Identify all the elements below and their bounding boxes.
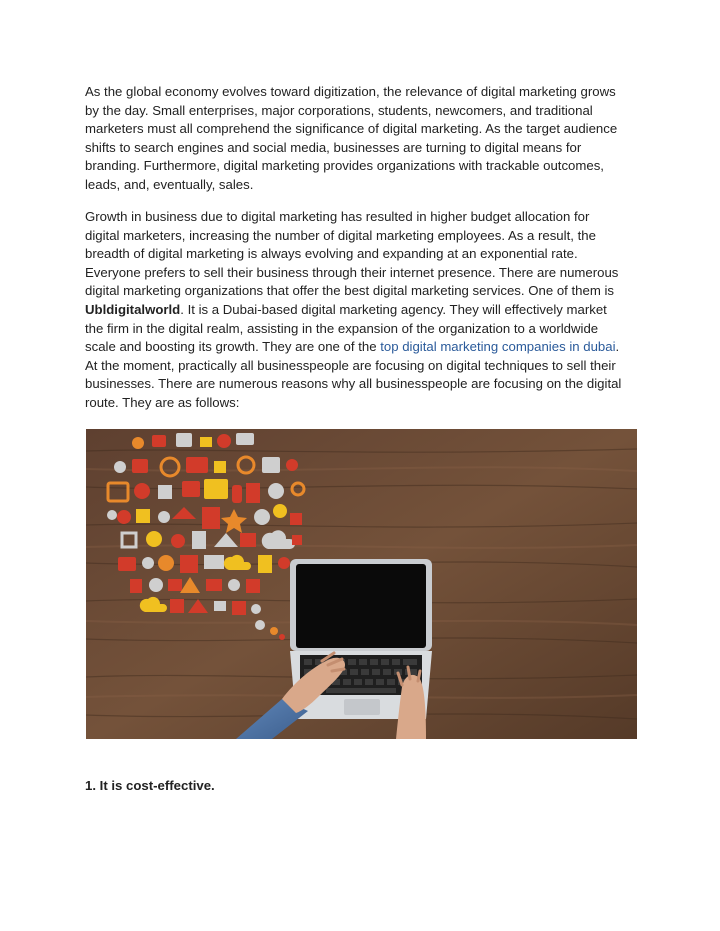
text-line: At the moment, practically all businesspeople are focusing on digital techniques to sell their	[85, 357, 616, 373]
section-heading: 1. It is cost-effective.	[85, 778, 215, 793]
text-line: Everyone prefers to sell their business through their internet presence. There are numerous	[85, 264, 619, 280]
text-line: businesses. There are numerous reasons why all businesspeople are focusing on the digital	[85, 376, 622, 392]
text-line: by the day. Small enterprises, major corporations, students, newcomers, and traditional	[85, 102, 593, 118]
agency-paragraph	[85, 208, 640, 413]
laptop-screen	[296, 564, 426, 648]
text-line: digital marketing organizations that offer the best digital marketing services. One of them is	[85, 283, 614, 299]
text-line	[85, 301, 640, 320]
agency-name: Ubldigitalworld	[85, 301, 181, 317]
photo-illustration	[86, 429, 637, 739]
text-line: marketers must all comprehend the significance of digital marketing. As the target audience	[85, 121, 618, 137]
text-line: Growth in business due to digital marketing has resulted in higher budget allocation for	[85, 209, 590, 224]
text-line: leads, and, eventually, sales.	[85, 176, 254, 192]
text-line: digital marketers, increasing the number of digital marketing employees. As a result, the	[85, 227, 596, 243]
text-line: route. They are as follows:	[85, 394, 240, 410]
text-fragment: .	[615, 339, 620, 355]
intro-paragraph	[85, 83, 640, 195]
text-line: As the global economy evolves toward digitization, the relevance of digital marketing grows	[85, 84, 616, 99]
text-line: branding. Furthermore, digital marketing provides organizations with trackable outcomes,	[85, 158, 604, 174]
text-line: shifts to search engines and social media, businesses are turning to digital means for	[85, 139, 582, 155]
top-companies-link[interactable]: top digital marketing companies in dubai	[380, 339, 616, 355]
text-line	[85, 338, 640, 357]
laptop-photo	[86, 429, 637, 739]
text-line: the firm in the digital realm, assisting in the expansion of the organization to a worldwide	[85, 320, 599, 336]
text-fragment: . It is a Dubai-based digital marketing agency. They will effectively market	[180, 301, 607, 317]
text-line: breadth of digital marketing is always evolving and expanding at an exponential rate.	[85, 246, 578, 262]
text-fragment: scale and boosting its growth. They are one of the	[85, 339, 381, 355]
